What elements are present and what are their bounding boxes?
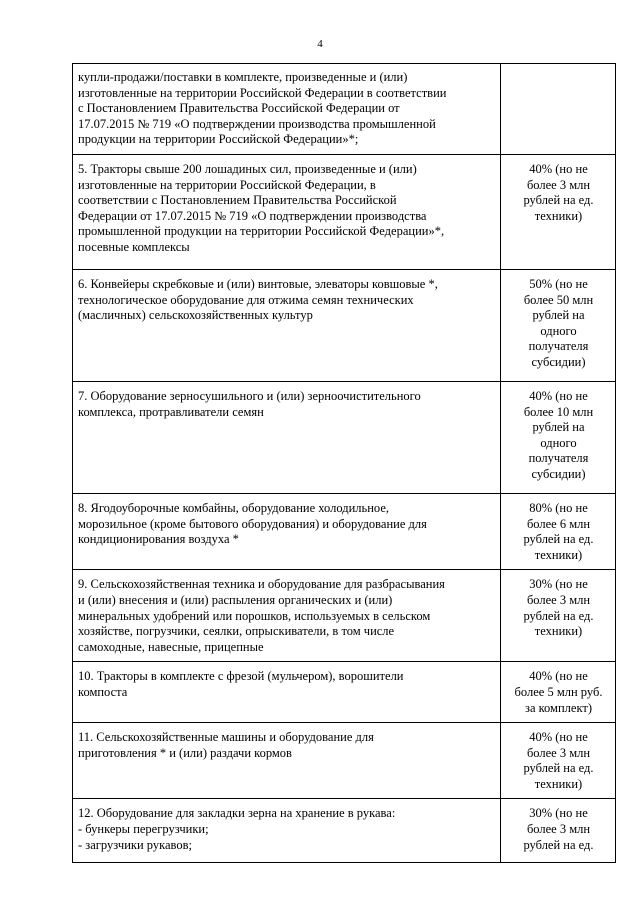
description-line: 7. Оборудование зерносушильного и (или) зерноочистительного xyxy=(78,388,421,403)
subsidy-rate-cell xyxy=(501,570,616,662)
rate-line: за комплект) xyxy=(525,700,592,715)
rate-line: техники) xyxy=(534,776,583,791)
description-line: продукции на территории Российской Федерации»*; xyxy=(78,132,359,147)
table-row xyxy=(73,154,616,269)
rate-line: рублей на xyxy=(532,420,585,435)
rate-line: субсидии) xyxy=(531,466,586,481)
rate-line: более 5 млн руб. xyxy=(514,684,603,699)
rate-line: рублей на ед. xyxy=(523,837,594,852)
description-line: компоста xyxy=(78,684,128,699)
subsidy-rate-cell xyxy=(501,269,616,381)
description-line: соответствии с Постановлением Правительства Российской xyxy=(78,193,397,208)
table-row xyxy=(73,799,616,863)
rate-line: техники) xyxy=(534,208,583,223)
rate-line: 40% (но не xyxy=(529,669,588,684)
rate-line: одного xyxy=(540,323,577,338)
description-line: технологическое оборудование для отжима семян технических xyxy=(78,292,414,307)
rate-line: 80% (но не xyxy=(529,500,588,515)
table-row xyxy=(73,64,616,155)
description-line: изготовленные на территории Российской Федерации в соответствии xyxy=(78,85,447,100)
description-line: 5. Тракторы свыше 200 лошадиных сил, произведенные и (или) xyxy=(78,161,417,176)
rate-line: 40% (но не xyxy=(529,388,588,403)
description-line: и (или) внесения и (или) распыления органических и (или) xyxy=(78,592,393,607)
description-line: хозяйстве, погрузчики, сеялки, опрыскиватели, в том числе xyxy=(78,624,395,639)
rate-line: техники) xyxy=(534,624,583,639)
rate-line: 40% (но не xyxy=(529,161,588,176)
description-line: 6. Конвейеры скребковые и (или) винтовые, элеваторы ковшовые *, xyxy=(78,276,438,291)
rate-line: более 50 млн xyxy=(523,292,594,307)
description-line: комплекса, протравливатели семян xyxy=(78,404,264,419)
subsidy-rate-cell xyxy=(501,493,616,569)
rate-line: более 3 млн xyxy=(526,822,591,837)
description-line: купли-продажи/поставки в комплекте, произведенные и (или) xyxy=(78,70,408,84)
rate-line: 30% (но не xyxy=(529,806,588,821)
description-line: Федерации от 17.07.2015 № 719 «О подтверждении производства xyxy=(78,208,427,223)
rate-line: более 6 млн xyxy=(526,516,591,531)
equipment-description-cell xyxy=(73,154,501,269)
table-row xyxy=(73,381,616,493)
rate-line: более 3 млн xyxy=(526,177,591,192)
rate-line: рублей на ед. xyxy=(523,193,594,208)
table-row xyxy=(73,493,616,569)
equipment-description-cell xyxy=(73,662,501,723)
description-line: - загрузчики рукавов; xyxy=(78,837,192,852)
equipment-description-cell xyxy=(73,269,501,381)
rate-line: субсидии) xyxy=(531,354,586,369)
equipment-description-cell xyxy=(73,64,501,155)
description-line: 8. Ягодоуборочные комбайны, оборудование холодильное, xyxy=(78,500,389,515)
description-line: морозильное (кроме бытового оборудования) и оборудование для xyxy=(78,516,427,531)
equipment-description-cell xyxy=(73,381,501,493)
description-line: (масличных) сельскохозяйственных культур xyxy=(78,308,313,323)
equipment-description-cell xyxy=(73,799,501,863)
page-number: 4 xyxy=(317,38,323,50)
table-row xyxy=(73,570,616,662)
rate-line: 50% (но не xyxy=(529,276,588,291)
description-line: кондиционирования воздуха * xyxy=(78,532,239,547)
rate-line: рублей на ед. xyxy=(523,608,594,623)
rate-line: рублей на ед. xyxy=(523,532,594,547)
description-line: самоходные, навесные, прицепные xyxy=(78,639,264,654)
table-row xyxy=(73,662,616,723)
subsidy-rate-cell xyxy=(501,381,616,493)
description-line: - бункеры перегрузчики; xyxy=(78,822,209,837)
table-row xyxy=(73,723,616,799)
rate-line: рублей на ед. xyxy=(523,761,594,776)
rate-line: получателя xyxy=(528,339,589,354)
rate-line: одного xyxy=(540,435,577,450)
description-line: посевные комплексы xyxy=(78,239,190,254)
description-line: 10. Тракторы в комплекте с фрезой (мульчером), ворошители xyxy=(78,669,404,684)
subsidy-rate-cell xyxy=(501,64,616,155)
subsidy-rate-cell xyxy=(501,154,616,269)
equipment-description-cell xyxy=(73,493,501,569)
description-line: минеральных удобрений или порошков, используемых в сельском xyxy=(78,608,431,623)
subsidy-rate-cell xyxy=(501,723,616,799)
description-line: промышленной продукции на территории Российской Федерации»*, xyxy=(78,224,445,239)
rate-line: получателя xyxy=(528,451,589,466)
rate-line: более 3 млн xyxy=(526,745,591,760)
description-line: 11. Сельскохозяйственные машины и оборудование для xyxy=(78,730,374,745)
description-line: 12. Оборудование для закладки зерна на хранение в рукава: xyxy=(78,806,396,821)
table-row xyxy=(73,269,616,381)
description-line: 9. Сельскохозяйственная техника и оборудование для разбрасывания xyxy=(78,577,445,592)
equipment-description-cell xyxy=(73,723,501,799)
description-line: изготовленные на территории Российской Федерации, в xyxy=(78,177,376,192)
description-line: приготовления * и (или) раздачи кормов xyxy=(78,745,292,760)
subsidy-rate-cell xyxy=(501,662,616,723)
rate-line: более 10 млн xyxy=(523,404,594,419)
rate-line: техники) xyxy=(534,547,583,562)
rate-line: 40% (но не xyxy=(529,730,588,745)
rate-line: более 3 млн xyxy=(526,592,591,607)
subsidy-table xyxy=(72,63,616,863)
subsidy-table-body xyxy=(73,64,616,863)
subsidy-rate-cell xyxy=(501,799,616,863)
equipment-description-cell xyxy=(73,570,501,662)
description-line: с Постановлением Правительства Российской Федерации от xyxy=(78,101,400,116)
description-line: 17.07.2015 № 719 «О подтверждении производства промышленной xyxy=(78,116,436,131)
rate-line: 30% (но не xyxy=(529,577,588,592)
rate-line: рублей на xyxy=(532,308,585,323)
